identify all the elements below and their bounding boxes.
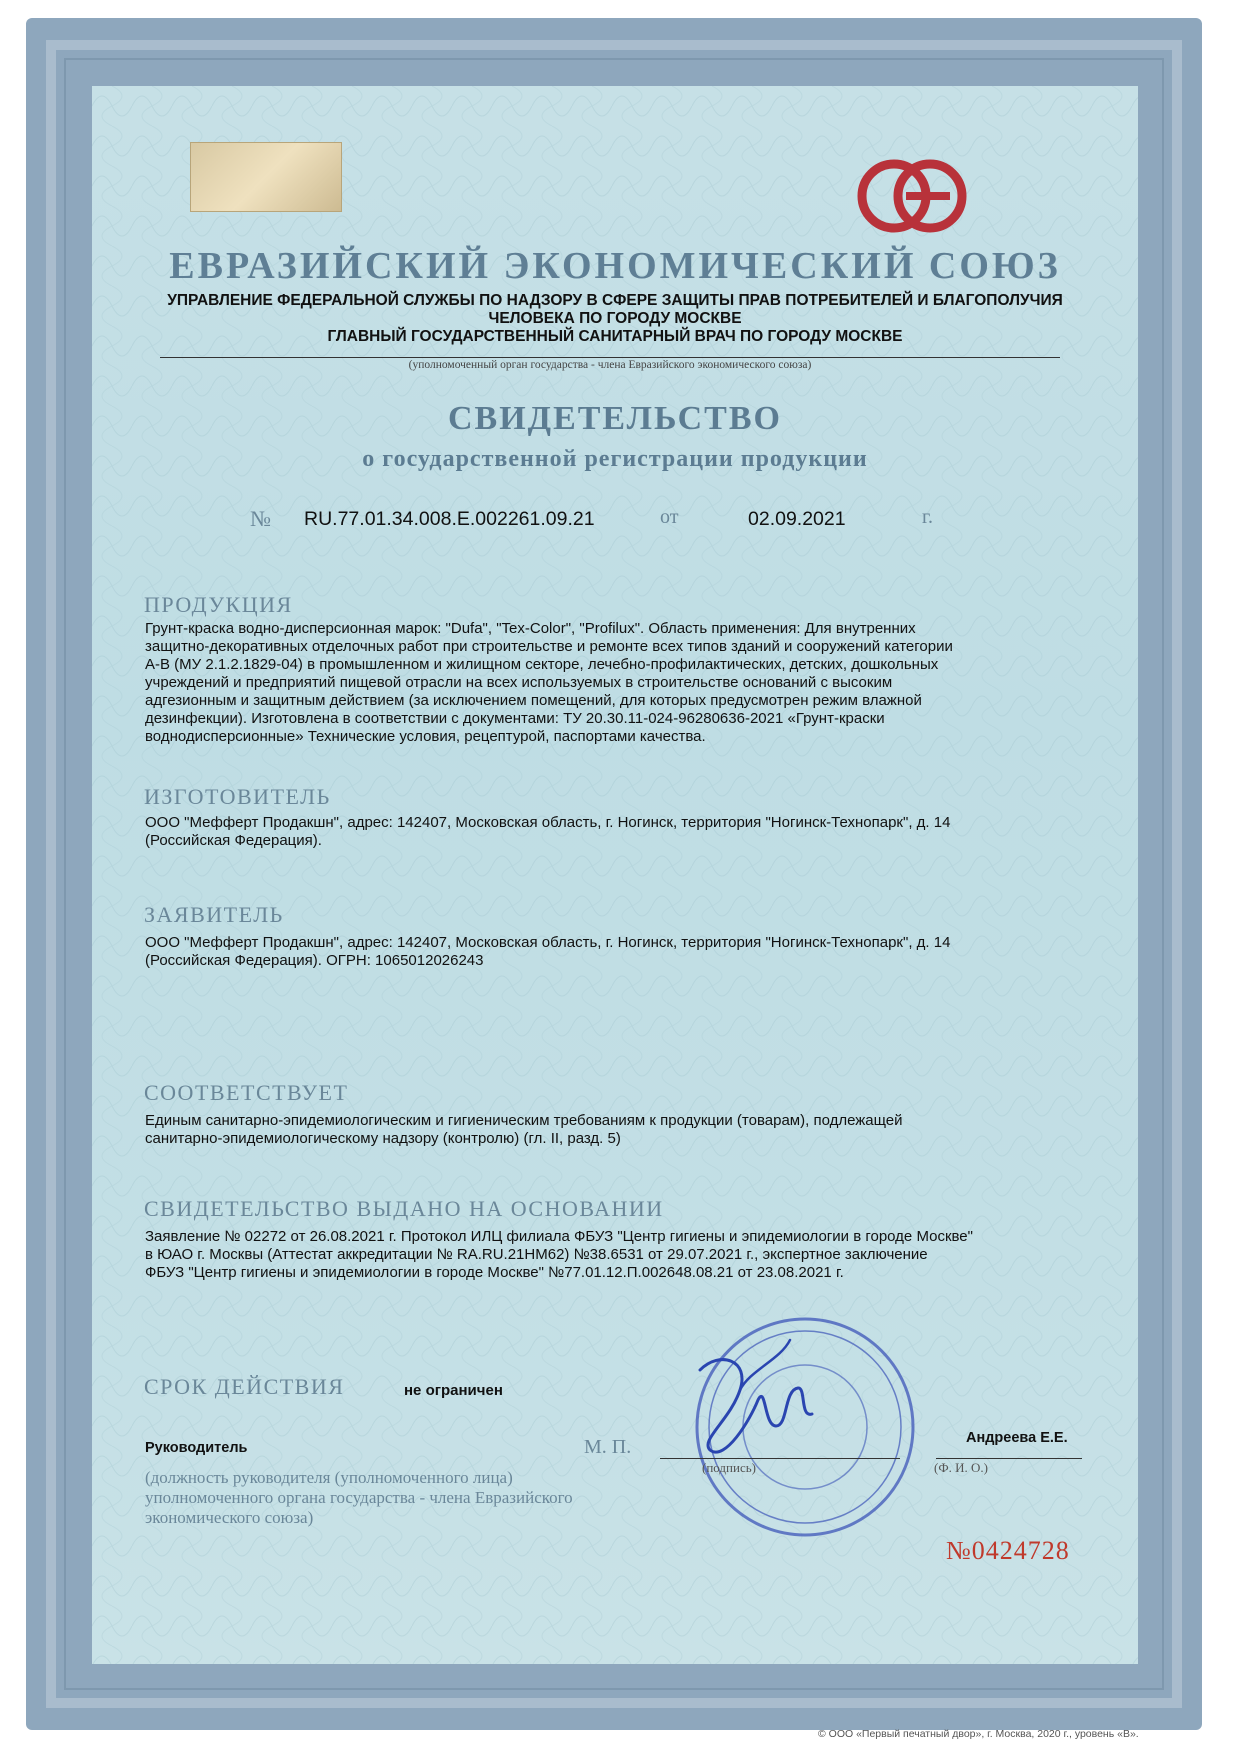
name-line <box>936 1458 1082 1459</box>
text-line: защитно-декоративных отделочных работ при строительстве и ремонте всех типов зданий и сооружений категории <box>145 638 953 655</box>
number-sign: № <box>250 506 271 531</box>
text-line: адгезионным и защитным действием (за исключением помещений, для которых предусмотрен режим влажной <box>145 692 922 709</box>
seal-place-label: М. П. <box>584 1436 632 1458</box>
text-line: воднодисперсионные» Технические условия, рецептурой, паспортами качества. <box>145 728 706 745</box>
authority-note: (уполномоченный орган государства - члена Евразийского экономического союза) <box>408 359 812 371</box>
text-line: санитарно-эпидемиологическому надзору (контролю) (гл. II, разд. 5) <box>145 1130 621 1147</box>
year-suffix: г. <box>922 506 933 528</box>
text-line: А-В (МУ 2.1.2.1829-04) в промышленном и жилищном секторе, лечебно-профилактических, детских, дошкольных <box>145 656 939 673</box>
name-caption: (Ф. И. О.) <box>934 1460 988 1475</box>
section-heading-product: ПРОДУКЦИЯ <box>144 592 293 617</box>
basis-text <box>145 1228 1105 1282</box>
from-label: от <box>660 506 679 528</box>
text-line: Заявление № 02272 от 26.08.2021 г. Протокол ИЛЦ филиала ФБУЗ "Центр гигиены и эпидемиологии в городе Москве" <box>145 1228 973 1245</box>
section-heading-manufacturer: ИЗГОТОВИТЕЛЬ <box>144 784 331 809</box>
serial-number: №0424728 <box>946 1536 1070 1565</box>
hologram-sticker <box>190 142 342 212</box>
text-line: в ЮАО г. Москвы (Аттестат аккредитации № RA.RU.21НМ62) №38.6531 от 29.07.2021 г., экспертное заключение <box>145 1246 928 1263</box>
handwritten-signature <box>680 1330 820 1470</box>
text-line: (Российская Федерация). <box>145 832 322 849</box>
validity-value: не ограничен <box>404 1382 503 1399</box>
text-line: ФБУЗ "Центр гигиены и эпидемиологии в городе Москве" №77.01.12.П.002648.08.21 от 23.08.2021 г. <box>145 1264 844 1281</box>
union-title: ЕВРАЗИЙСКИЙ ЭКОНОМИЧЕСКИЙ СОЮЗ <box>169 245 1061 287</box>
signature-line <box>660 1458 900 1459</box>
product-text <box>145 620 1095 746</box>
signatory-name: Андреева Е.Е. <box>966 1430 1068 1446</box>
manufacturer-text <box>145 814 1095 850</box>
applicant-text <box>145 934 1095 970</box>
authority-line: ЧЕЛОВЕКА ПО ГОРОДУ МОСКВЕ <box>488 310 742 327</box>
registration-date: 02.09.2021 <box>748 508 846 530</box>
document-title: СВИДЕТЕЛЬСТВО <box>448 400 782 437</box>
authority-line: ГЛАВНЫЙ ГОСУДАРСТВЕННЫЙ САНИТАРНЫЙ ВРАЧ ПО ГОРОДУ МОСКВЕ <box>327 328 903 345</box>
signatory-role: Руководитель <box>145 1440 248 1456</box>
text-line: ООО "Мефферт Продакшн", адрес: 142407, Московская область, г. Ногинск, территория "Ногинск-Технопарк", д. 14 <box>145 934 951 951</box>
head-position-note: (должность руководителя (уполномоченного лица) уполномоченного органа государства - члена Евразийского экономического союза) <box>145 1468 573 1527</box>
section-heading-applicant: ЗАЯВИТЕЛЬ <box>144 902 284 927</box>
conforms-text <box>145 1112 1095 1148</box>
se-logo-icon <box>856 158 968 234</box>
text-line: дезинфекции). Изготовлена в соответствии с документами: ТУ 20.30.11-024-96280636-2021 «Грунт-краски <box>145 710 885 727</box>
divider <box>160 357 1060 358</box>
text-line: Единым санитарно-эпидемиологическим и гигиеническим требованиям к продукции (товарам), подлежащей <box>145 1112 903 1129</box>
document-subtitle: о государственной регистрации продукции <box>362 446 868 472</box>
text-line: ООО "Мефферт Продакшн", адрес: 142407, Московская область, г. Ногинск, территория "Ногинск-Технопарк", д. 14 <box>145 814 951 831</box>
signature-caption: (подпись) <box>702 1460 756 1475</box>
authority-block <box>120 292 1110 346</box>
text-line: учреждений и предприятий пищевой отрасли на всех используемых в строительстве оснований с высоким <box>145 674 893 691</box>
section-heading-validity: СРОК ДЕЙСТВИЯ <box>144 1374 345 1399</box>
printer-footer: © ООО «Первый печатный двор», г. Москва, 2020 г., уровень «В». <box>818 1728 1139 1740</box>
section-heading-basis: СВИДЕТЕЛЬСТВО ВЫДАНО НА ОСНОВАНИИ <box>144 1196 664 1221</box>
registration-number: RU.77.01.34.008.Е.002261.09.21 <box>304 508 595 530</box>
authority-line: УПРАВЛЕНИЕ ФЕДЕРАЛЬНОЙ СЛУЖБЫ ПО НАДЗОРУ В СФЕРЕ ЗАЩИТЫ ПРАВ ПОТРЕБИТЕЛЕЙ И БЛАГОПОЛУЧИЯ <box>167 292 1063 309</box>
section-heading-conforms: СООТВЕТСТВУЕТ <box>144 1080 349 1105</box>
text-line: Грунт-краска водно-дисперсионная марок: "Dufa", "Tex-Color", "Profilux". Область применения: Для внутренних <box>145 620 916 637</box>
text-line: (Российская Федерация). ОГРН: 1065012026243 <box>145 952 484 969</box>
